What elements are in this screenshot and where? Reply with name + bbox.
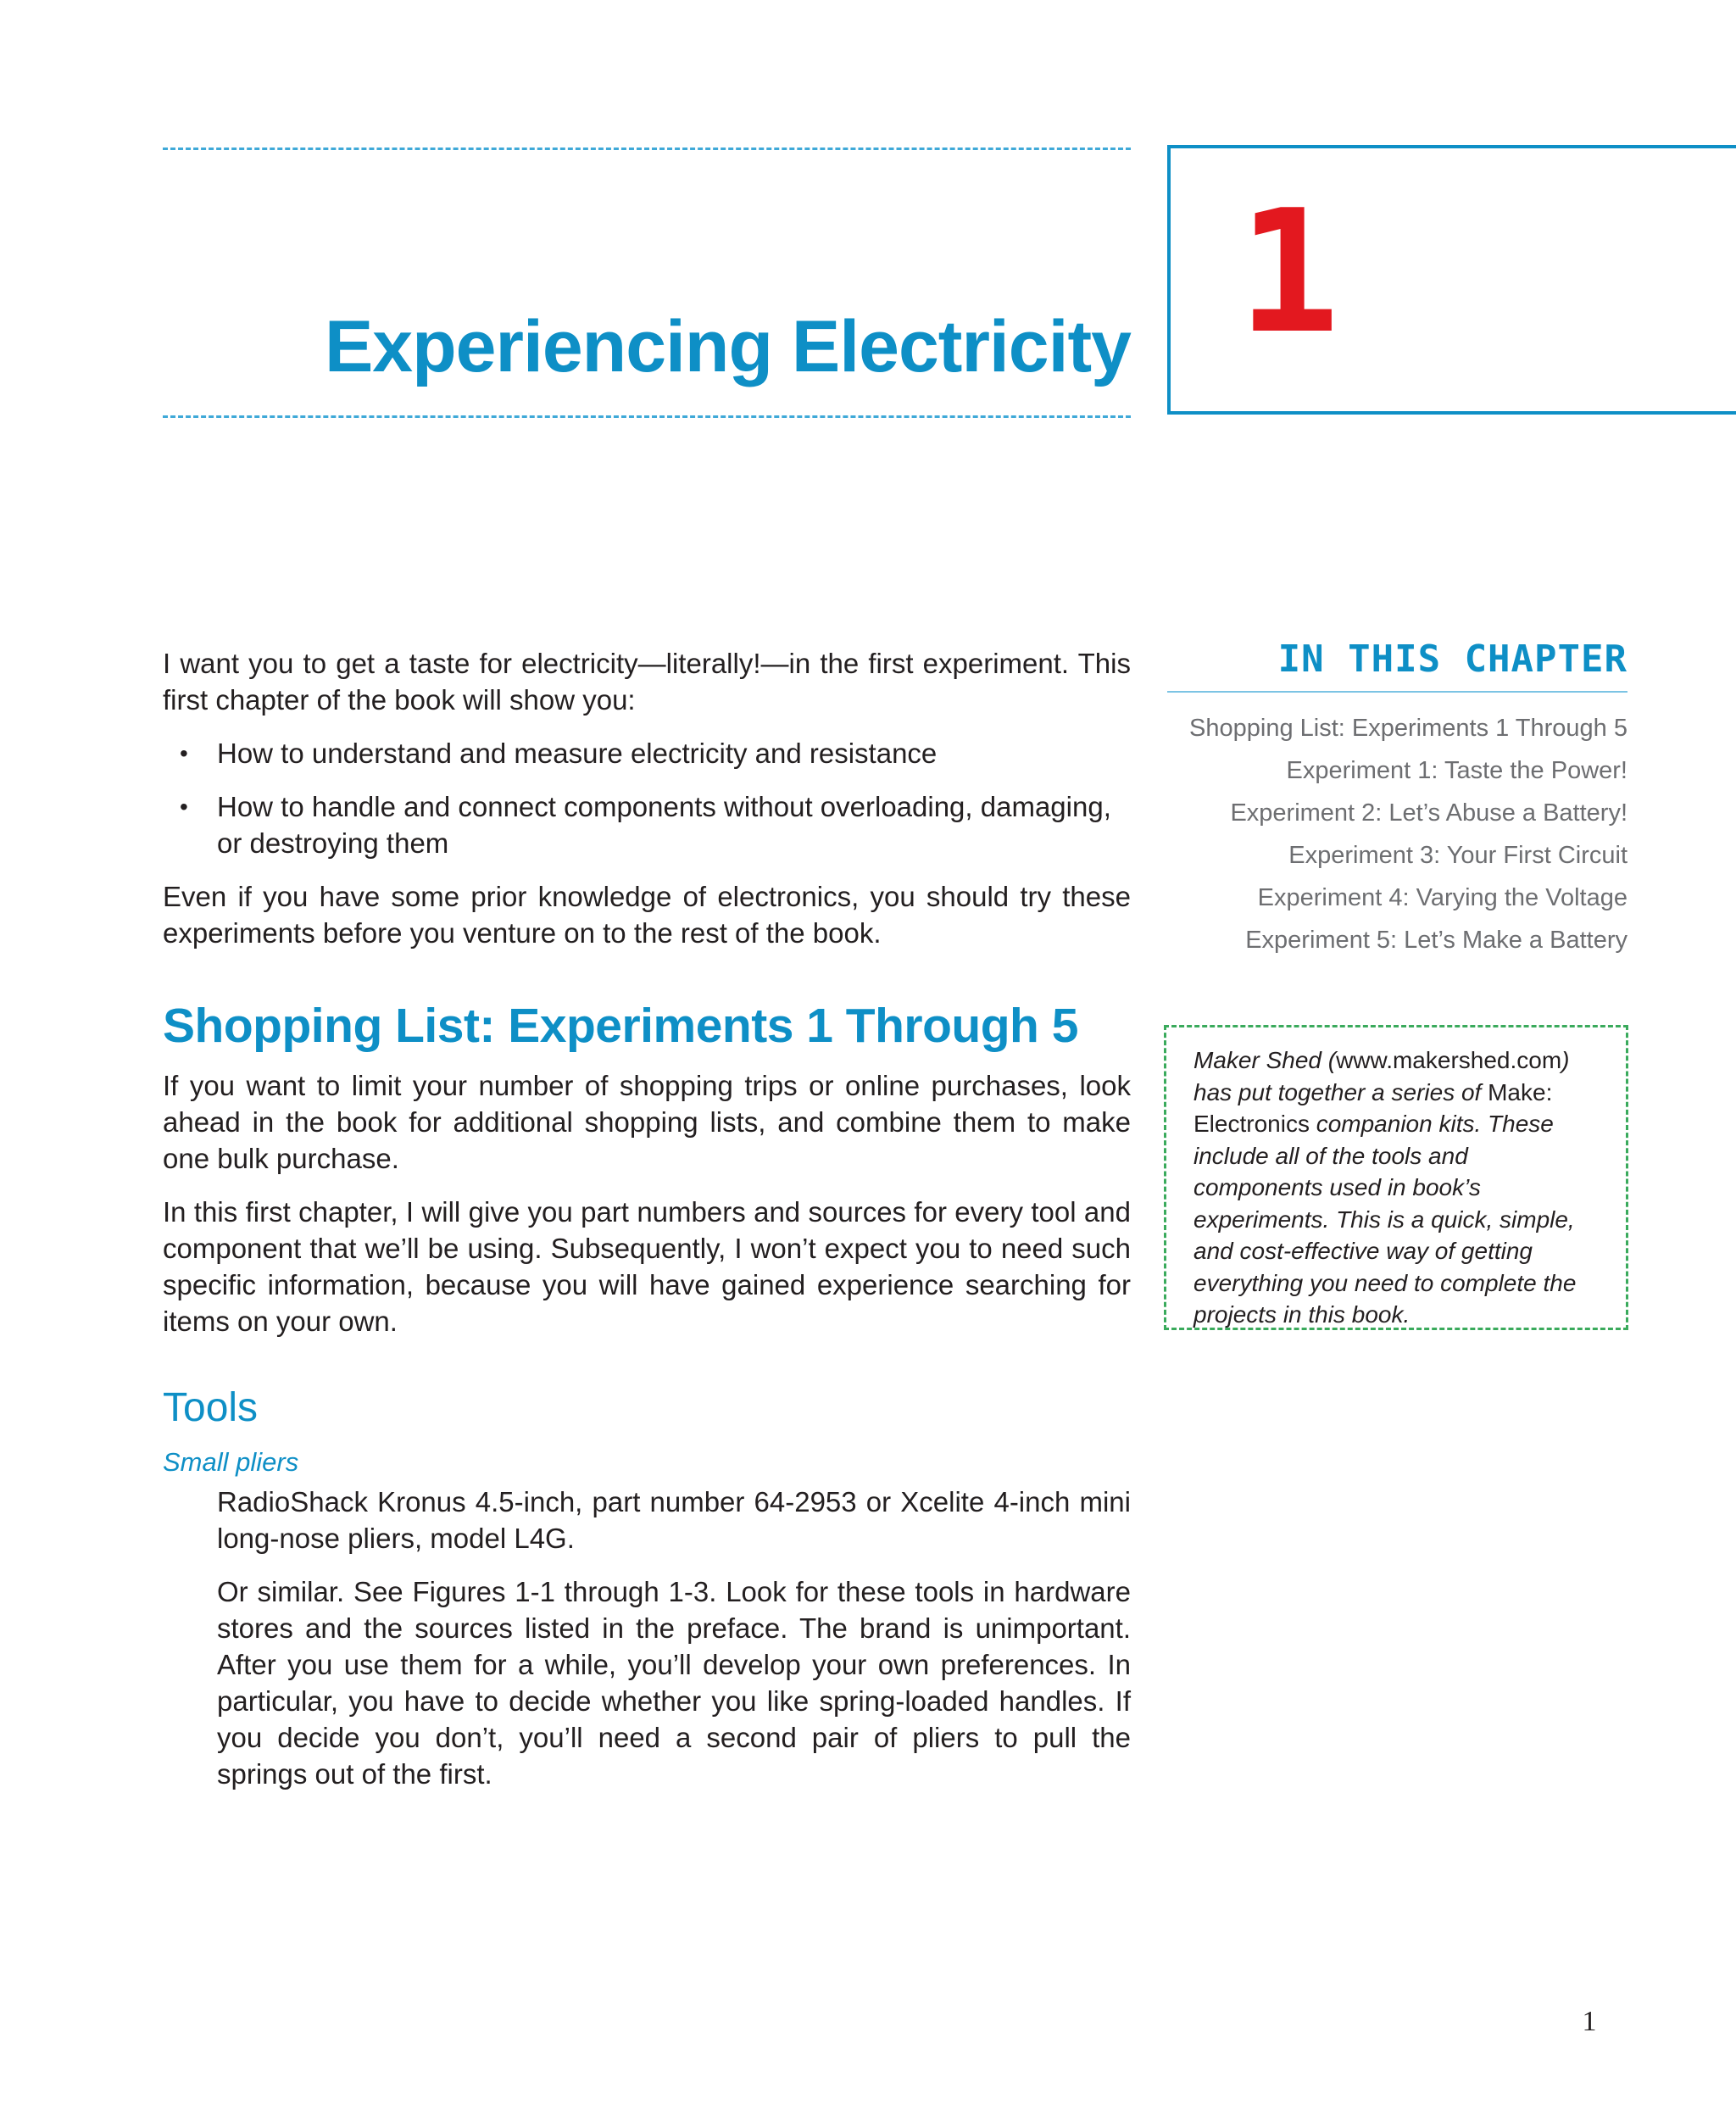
- tool-term-small-pliers: Small pliers: [163, 1447, 299, 1477]
- shopping-section: [163, 1067, 1131, 1339]
- header-dashed-rule-bottom: [163, 415, 1131, 418]
- shopping-paragraph: If you want to limit your number of shopping trips or online purchases, look ahead in the book for additional shopping lists, and combine them to make one bulk purchase.: [163, 1070, 1131, 1174]
- sidebar-item-experiment-5: Experiment 5: Let’s Make a Battery: [1245, 927, 1628, 954]
- chapter-number: 1: [1238, 174, 1340, 371]
- header-dashed-rule-top: [163, 148, 1131, 150]
- intro-bullet-list: [163, 735, 1131, 861]
- tool-description-paragraph: RadioShack Kronus 4.5-inch, part number 64-2953 or Xcelite 4-inch mini long-nose pliers, model L4G.: [217, 1486, 1131, 1554]
- note-url: www.makershed.com: [1336, 1047, 1562, 1073]
- tool-description-paragraph: Or similar. See Figures 1-1 through 1-3. Look for these tools in hardware stores and the sources listed in the preface. The brand is unimportant. After you use them for a while, you’ll develop your own preferences. In particular, you have to decide whether you like spring-loaded handles. If you decide you don’t, you’ll need a second pair of pliers to pull the springs out of the first.: [217, 1576, 1131, 1790]
- chapter-title: Experiencing Electricity: [324, 306, 1131, 387]
- intro-bullet-item: • How to understand and measure electricity and resistance: [163, 735, 1131, 771]
- note-text-part: Maker Shed (: [1194, 1047, 1337, 1073]
- sidebar-heading: IN THIS CHAPTER: [1277, 638, 1628, 681]
- sidebar-contents-list: [1167, 707, 1628, 961]
- intro-section: [163, 645, 1131, 951]
- note-text-part: companion kits. These include all of the tools and components used in book’s experiments. This is a quick, simple, and cost-effective way of getting everything you need to complete the projects in this book.: [1194, 1111, 1577, 1328]
- intro-paragraph: I want you to get a taste for electricity—literally!—in the first experiment. This first chapter of the book will show you:: [163, 648, 1131, 716]
- sidebar-item-experiment-1: Experiment 1: Taste the Power!: [1286, 757, 1628, 784]
- note-book-title: Electronics: [1194, 1111, 1310, 1137]
- page-number: 1: [1582, 2006, 1597, 2037]
- sidebar-rule: [1167, 691, 1628, 693]
- sidebar-item-shopping-list: Shopping List: Experiments 1 Through 5: [1189, 715, 1628, 742]
- note-book-title: Make:: [1488, 1078, 1553, 1105]
- subsection-heading-tools: Tools: [163, 1385, 259, 1430]
- intro-bullet-item: • How to handle and connect components without overloading, damaging, or destroying them: [163, 788, 1131, 861]
- section-heading-shopping-list: Shopping List: Experiments 1 Through 5: [163, 999, 1078, 1053]
- shopping-paragraph: In this first chapter, I will give you part numbers and sources for every tool and component that we’ll be using. Subsequently, I won’t expect you to need such specific information, because you will have gained experience searching for items on your own.: [163, 1196, 1131, 1337]
- intro-paragraph: Even if you have some prior knowledge of electronics, you should try these experiments before you venture on to the rest of the book.: [163, 881, 1131, 949]
- sidebar-item-experiment-4: Experiment 4: Varying the Voltage: [1257, 884, 1628, 911]
- note-text-part: ) has put together a series of: [1194, 1047, 1570, 1105]
- tool-description: [217, 1484, 1131, 1792]
- note-text: [1194, 1044, 1600, 1331]
- sidebar-item-experiment-3: Experiment 3: Your First Circuit: [1288, 842, 1628, 869]
- sidebar-item-experiment-2: Experiment 2: Let’s Abuse a Battery!: [1230, 799, 1628, 827]
